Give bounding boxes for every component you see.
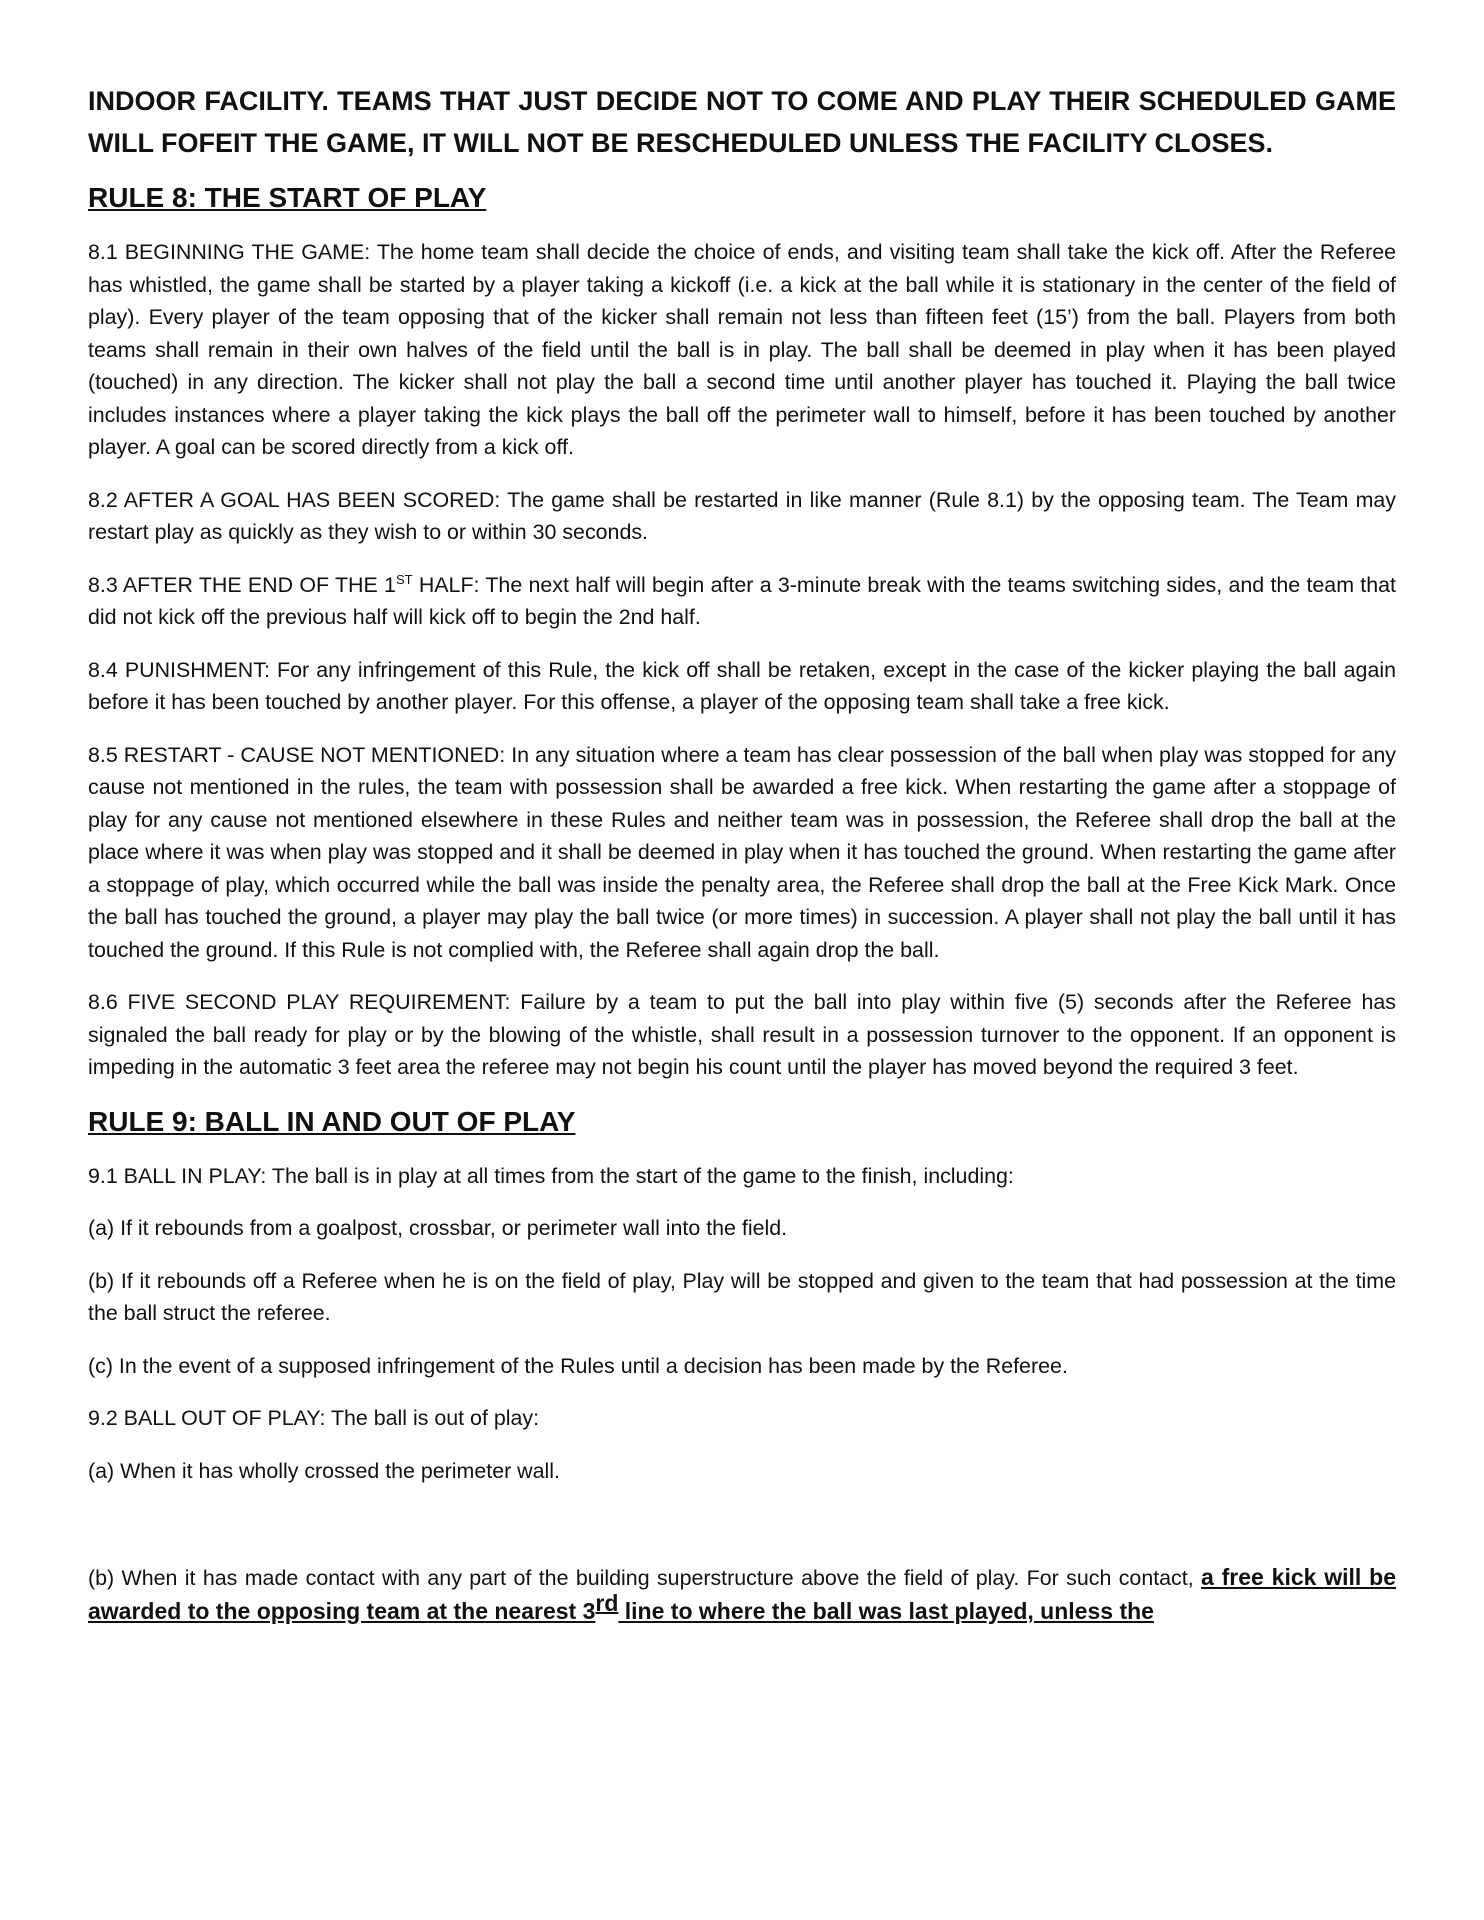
rule-9-1-b-paragraph: (b) If it rebounds off a Referee when he is on the field of play, Play will be stopped and given to the team that had possession at the time the ball struct the referee. <box>88 1268 1396 1325</box>
document-page <box>88 80 1396 1648</box>
rule-8-3-paragraph <box>88 569 1396 634</box>
rule-9-1-a-paragraph: (a) If it rebounds from a goalpost, crossbar, or perimeter wall into the field. <box>88 1216 788 1240</box>
rule-8-4-paragraph: 8.4 PUNISHMENT: For any infringement of this Rule, the kick off shall be retaken, except in the case of the kicker playing the ball again before it has been touched by another player. For this offense, a player of the opposing team shall take a free kick. <box>88 657 1396 714</box>
blank-spacer <box>88 1507 1396 1561</box>
rule-8-3-text-b: HALF: The next half will begin after a 3-minute break with the teams switching sides, and the team that did not kick off the previous half will kick off to begin the 2nd half. <box>88 572 1396 629</box>
top-notice: INDOOR FACILITY. TEAMS THAT JUST DECIDE NOT TO COME AND PLAY THEIR SCHEDULED GAME WILL FOFEIT THE GAME, IT WILL NOT BE RESCHEDULED UNLESS THE FACILITY CLOSES. <box>88 86 1396 158</box>
rule-9-2-b-emphasis-b: line to where the ball was last played, unless the <box>618 1597 1154 1624</box>
rule-9-2-paragraph: 9.2 BALL OUT OF PLAY: The ball is out of play: <box>88 1406 540 1430</box>
rule-8-2-paragraph: 8.2 AFTER A GOAL HAS BEEN SCORED: The game shall be restarted in like manner (Rule 8.1) by the opposing team. The Team may restart play as quickly as they wish to or within 30 seconds. <box>88 487 1396 544</box>
rule-8-heading: RULE 8: THE START OF PLAY <box>88 182 487 213</box>
rule-8-3-superscript: ST <box>395 571 413 587</box>
rule-8-1-paragraph: 8.1 BEGINNING THE GAME: The home team shall decide the choice of ends, and visiting team shall take the kick off. After the Referee has whistled, the game shall be started by a player taking a kickoff (i.e. a kick at the ball while it is stationary in the center of the field of play). Every player of the team opposing that of the kicker shall remain not less than fifteen feet (15’) from the ball. Players from both teams shall remain in their own halves of the field until the ball is in play. The ball shall be deemed in play when it has been played (touched) in any direction. The kicker shall not play the ball a second time until another player has touched it. Playing the ball twice includes instances where a player taking the kick plays the ball off the perimeter wall to himself, before it has been touched by another player. A goal can be scored directly from a kick off. <box>88 240 1396 459</box>
rule-9-2-b-emphasis-a: a free kick will be awarded to the opposing team at the nearest 3 <box>88 1564 1396 1624</box>
rule-9-2-b-paragraph <box>88 1561 1396 1628</box>
rule-9-2-b-superscript: rd <box>595 1589 619 1616</box>
rule-8-6-paragraph: 8.6 FIVE SECOND PLAY REQUIREMENT: Failure by a team to put the ball into play within five (5) seconds after the Referee has signaled the ball ready for play or by the blowing of the whistle, shall result in a possession turnover to the opponent. If an opponent is impeding in the automatic 3 feet area the referee may not begin his count until the player has moved beyond the required 3 feet. <box>88 990 1396 1079</box>
rule-8-3-text-a: 8.3 AFTER THE END OF THE 1 <box>88 572 396 597</box>
rule-9-2-b-plain-text: (b) When it has made contact with any part of the building superstructure above the field of play. For such contact, <box>88 1566 1202 1590</box>
rule-8-5-paragraph: 8.5 RESTART - CAUSE NOT MENTIONED: In any situation where a team has clear possession of the ball when play was stopped for any cause not mentioned in the rules, the team with possession shall be awarded a free kick. When restarting the game after a stoppage of play for any cause not mentioned elsewhere in these Rules and neither team was in possession, the Referee shall drop the ball at the place where it was when play was stopped and it shall be deemed in play when it has touched the ground. When restarting the game after a stoppage of play, which occurred while the ball was inside the penalty area, the Referee shall drop the ball at the Free Kick Mark. Once the ball has touched the ground, a player may play the ball twice (or more times) in succession. A player shall not play the ball until it has touched the ground. If this Rule is not complied with, the Referee shall again drop the ball. <box>88 742 1396 962</box>
rule-9-1-c-paragraph: (c) In the event of a supposed infringement of the Rules until a decision has been made by the Referee. <box>88 1353 1068 1378</box>
rule-9-heading: RULE 9: BALL IN AND OUT OF PLAY <box>88 1105 576 1137</box>
rule-9-2-a-paragraph: (a) When it has wholly crossed the perimeter wall. <box>88 1458 560 1483</box>
rule-9-1-paragraph: 9.1 BALL IN PLAY: The ball is in play at all times from the start of the game to the finish, including: <box>88 1163 1014 1188</box>
